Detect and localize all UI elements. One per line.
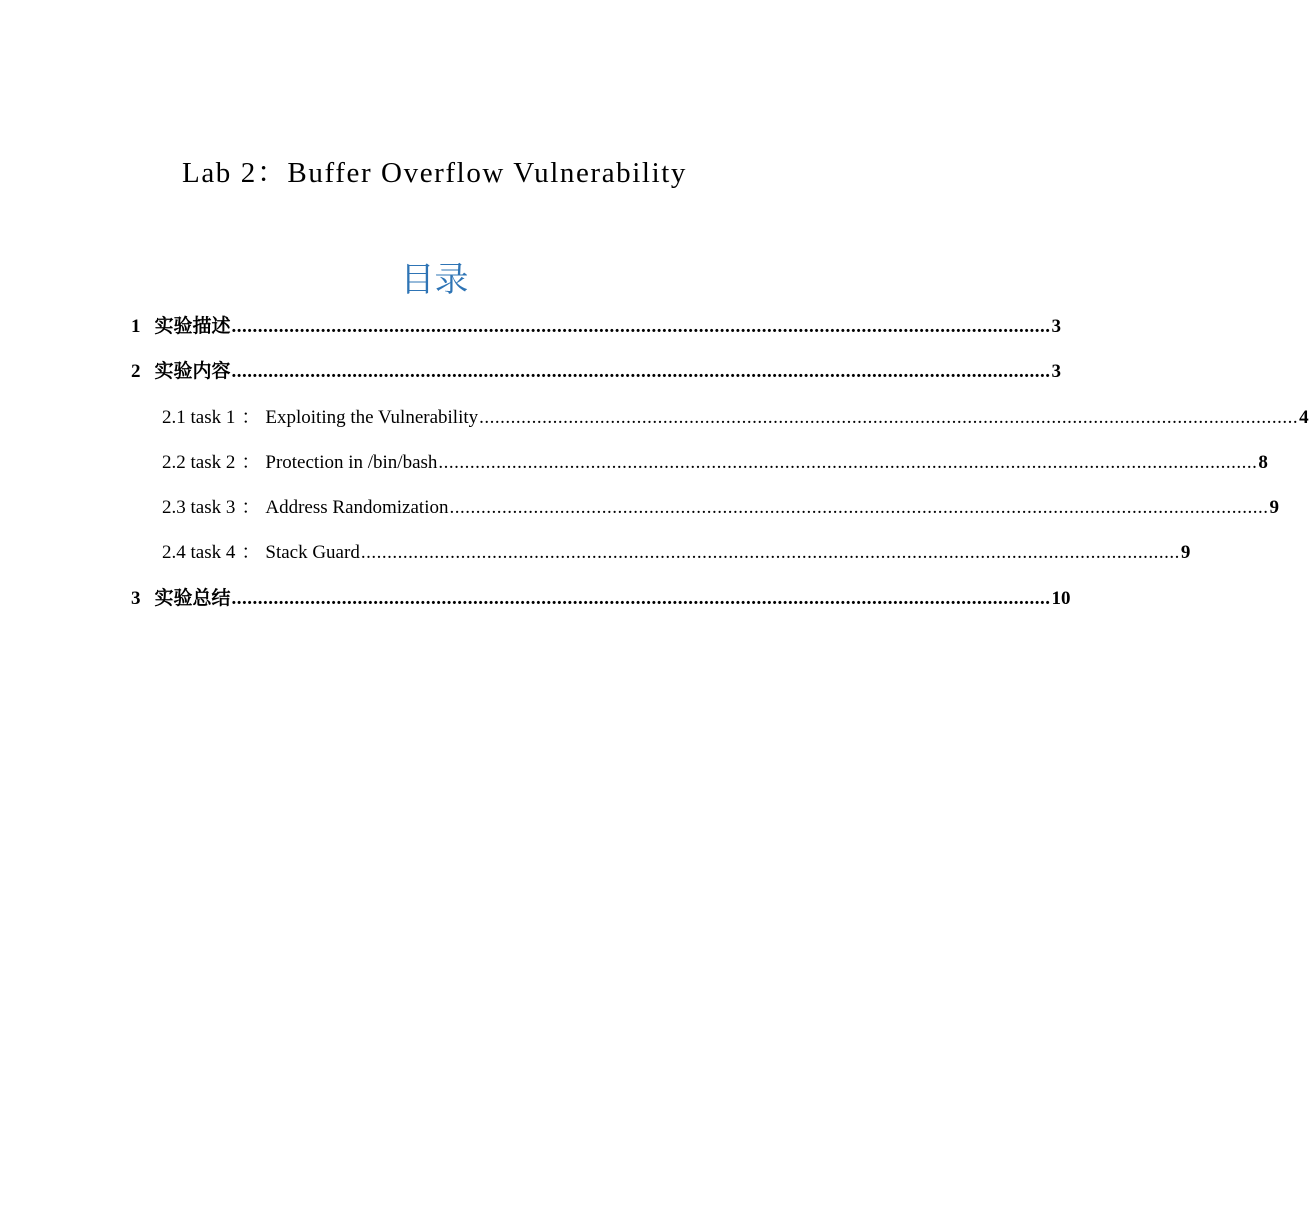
toc-entry-title: 实验总结: [154, 588, 231, 609]
toc-entry-page: 4: [1299, 407, 1309, 428]
toc-entry-separator: ：: [241, 497, 261, 518]
toc-entry-number: 2: [131, 361, 141, 382]
toc-entry-page: 10: [1051, 588, 1071, 609]
toc-entry-page: 3: [1051, 316, 1062, 337]
toc-dot-leader: ............................................................................................................................................................: [438, 452, 1258, 473]
toc-dot-leader: ............................................................................................................................................................: [479, 407, 1299, 428]
toc-entry-page: 9: [1180, 542, 1191, 563]
toc-entry-title: Protection in /bin/bash: [265, 452, 438, 473]
toc-entry-separator: ：: [241, 452, 261, 473]
toc-entry-separator: ：: [241, 407, 261, 428]
toc-entry-title: 实验内容: [154, 361, 231, 382]
toc-dot-leader: ............................................................................................................................................................: [360, 542, 1180, 563]
toc-entry-title: 实验描述: [154, 316, 231, 337]
toc-entry-number: 2.2 task 2: [162, 452, 236, 473]
toc-entry-number: 2.4 task 4: [162, 542, 236, 563]
toc-entry-page: 8: [1258, 452, 1268, 473]
toc-entry-2-4[interactable]: [162, 540, 1191, 566]
toc-entry-2-1[interactable]: [162, 405, 1309, 431]
toc-heading: 目录: [400, 260, 469, 300]
toc-entry-title: Address Randomization: [265, 497, 449, 518]
toc-entry-number: 2.1 task 1: [162, 407, 236, 428]
toc-entry-page: 9: [1269, 497, 1279, 518]
toc-entry-3[interactable]: [131, 586, 1071, 612]
toc-entry-number: 1: [131, 316, 141, 337]
toc-entry-number: 3: [131, 588, 141, 609]
toc-dot-leader: ............................................................................................................................................................: [231, 361, 1051, 382]
toc-entry-1[interactable]: [131, 314, 1062, 340]
toc-entry-title: Exploiting the Vulnerability: [265, 407, 479, 428]
toc-entry-2[interactable]: [131, 359, 1062, 385]
toc-dot-leader: ............................................................................................................................................................: [231, 588, 1051, 609]
toc-entry-page: 3: [1051, 361, 1062, 382]
toc-dot-leader: ............................................................................................................................................................: [449, 497, 1269, 518]
toc-entry-2-3[interactable]: [162, 495, 1279, 521]
toc-entry-title: Stack Guard: [265, 542, 360, 563]
toc-entry-2-2[interactable]: [162, 450, 1268, 476]
toc-dot-leader: ............................................................................................................................................................: [231, 316, 1051, 337]
document-title: Lab 2：Buffer Overflow Vulnerability: [182, 157, 687, 189]
toc-entry-number: 2.3 task 3: [162, 497, 236, 518]
toc-entry-separator: ：: [241, 542, 261, 563]
